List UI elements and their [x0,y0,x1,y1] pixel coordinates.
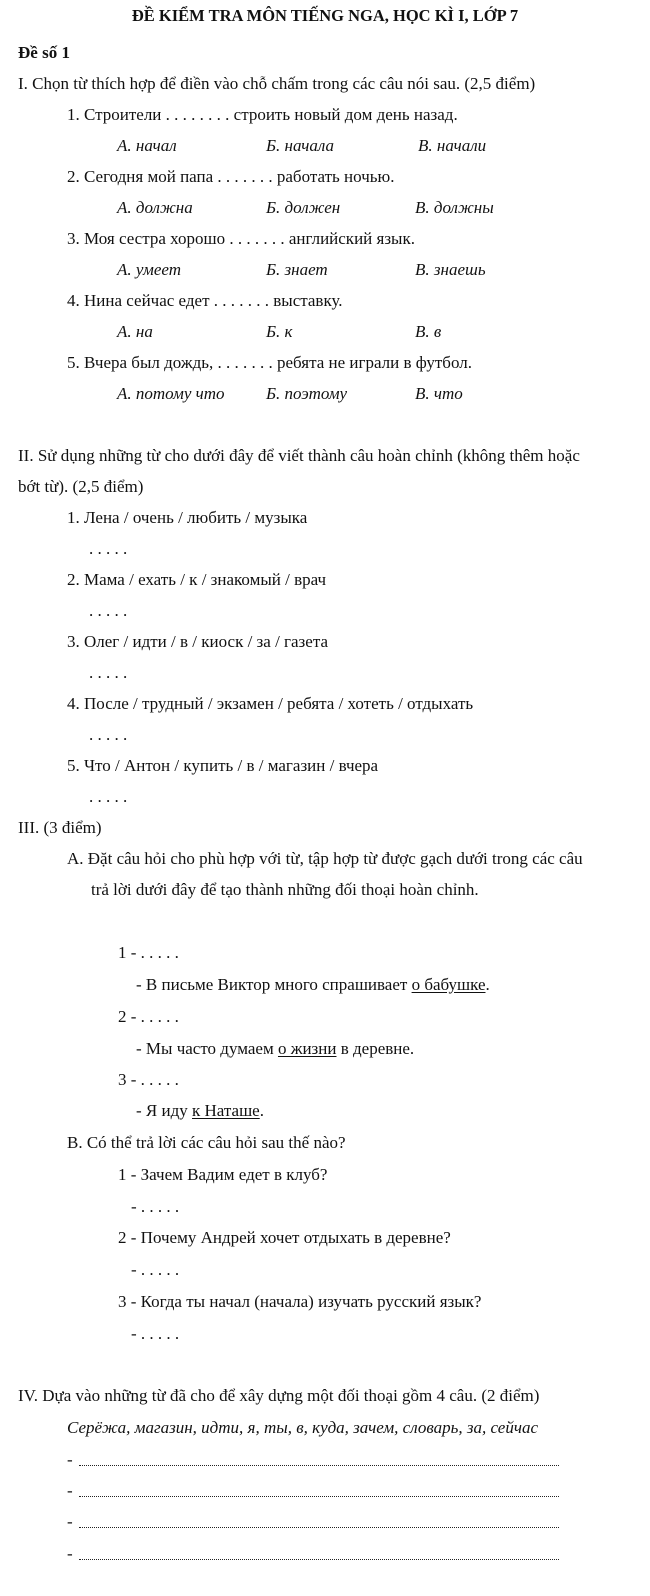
s3-dialogue-2-question: 2 - . . . . . [118,1007,179,1026]
s3-b-answer-1: - . . . . . [131,1197,180,1216]
s1-question-5: 5. Вчера был дождь, . . . . . . . ребята не играли в футбол. [67,353,472,372]
s3-dialogue-3-answer: - Я иду к Наташе. [136,1101,264,1120]
s1-q1-option-c: В. начали [418,136,487,155]
s2-item-3: 3. Олег / идти / в / киоск / за / газета [67,632,329,651]
s1-q4-option-a: А. на [117,322,153,341]
s1-q2-option-b: Б. должен [266,198,341,217]
section-1-heading: I. Chọn từ thích hợp để điền vào chỗ chấm trong các câu nói sau. (2,5 điểm) [18,74,536,93]
s4-line-3-dash: - [67,1512,73,1531]
s2-item-5: 5. Что / Антон / купить / в / магазин / вчера [67,756,379,775]
s1-q5-option-c: В. что [415,384,463,403]
s1-q1-option-a: А. начал [117,136,177,155]
s3-dialogue-1-question: 1 - . . . . . [118,943,179,962]
s4-line-4-dash: - [67,1544,73,1563]
s3-part-b-heading: B. Có thể trả lời các câu hỏi sau thế nào? [67,1133,346,1152]
s4-answer-line-3 [79,1527,559,1528]
s2-item-3-blank: . . . . . [89,663,128,682]
s3-part-a-line-2: trả lời dưới đây để tạo thành những đối thoại hoàn chỉnh. [91,880,479,899]
s2-item-5-blank: . . . . . [89,787,128,806]
s2-item-4: 4. После / трудный / экзамен / ребята / хотеть / отдыхать [67,694,474,713]
s3-part-a-line-1: A. Đặt câu hỏi cho phù hợp với từ, tập hợp từ được gạch dưới trong các câu [67,849,583,868]
s2-item-2-blank: . . . . . [89,601,128,620]
s1-question-4: 4. Нина сейчас едет . . . . . . . выставку. [67,291,343,310]
s3-b-question-3: 3 - Когда ты начал (начала) изучать русский язык? [118,1292,482,1311]
s3-dialogue-1-answer: - В письме Виктор много спрашивает о бабушке. [136,975,490,994]
s1-q4-option-b: Б. к [266,322,293,341]
s3-dialogue-2-answer: - Мы часто думаем о жизни в деревне. [136,1039,415,1058]
section-3-heading: III. (3 điểm) [18,818,102,837]
s4-line-1-dash: - [67,1450,73,1469]
s3-b-answer-3: - . . . . . [131,1324,180,1343]
underlined-phrase: о бабушке [411,975,486,994]
s4-answer-line-2 [79,1496,559,1497]
s1-q3-option-a: А. умеет [117,260,181,279]
s3-b-question-1: 1 - Зачем Вадим едет в клуб? [118,1165,328,1184]
s1-q5-option-a: А. потому что [117,384,225,403]
section-4-heading: IV. Dựa vào những từ đã cho để xây dựng một đối thoại gồm 4 câu. (2 điểm) [18,1386,540,1405]
s1-question-1: 1. Строители . . . . . . . . строить новый дом день назад. [67,105,458,124]
s1-q5-option-b: Б. поэтому [266,384,348,403]
s1-question-2: 2. Сегодня мой папа . . . . . . . работать ночью. [67,167,395,186]
s4-answer-line-1 [79,1465,559,1466]
s2-item-1: 1. Лена / очень / любить / музыка [67,508,308,527]
document-title: ĐỀ KIỂM TRA MÔN TIẾNG NGA, HỌC KÌ I, LỚP 7 [131,6,519,25]
section-2-heading-line-1: II. Sử dụng những từ cho dưới đây để viết thành câu hoàn chỉnh (không thêm hoặc [18,446,580,465]
s3-b-question-2: 2 - Почему Андрей хочет отдыхать в деревне? [118,1228,451,1247]
s3-dialogue-3-question: 3 - . . . . . [118,1070,179,1089]
s3-b-answer-2: - . . . . . [131,1260,180,1279]
underlined-phrase: к Наташе [192,1101,260,1120]
s4-answer-line-4 [79,1559,559,1560]
s1-q1-option-b: Б. начала [266,136,334,155]
s1-q3-option-b: Б. знает [266,260,328,279]
s2-item-2: 2. Мама / ехать / к / знакомый / врач [67,570,327,589]
s2-item-1-blank: . . . . . [89,539,128,558]
variant-label: Đề số 1 [18,43,70,62]
s1-q3-option-c: В. знаешь [415,260,486,279]
s4-word-list: Серёжа, магазин, идти, я, ты, в, куда, зачем, словарь, за, сейчас [67,1418,538,1437]
s1-question-3: 3. Моя сестра хорошо . . . . . . . английский язык. [67,229,415,248]
section-2-heading-line-2: bớt từ). (2,5 điểm) [18,477,144,496]
s1-q4-option-c: В. в [415,322,442,341]
s1-q2-option-c: В. должны [415,198,494,217]
s4-line-2-dash: - [67,1481,73,1500]
underlined-phrase: о жизни [277,1039,337,1058]
s1-q2-option-a: А. должна [117,198,193,217]
s2-item-4-blank: . . . . . [89,725,128,744]
